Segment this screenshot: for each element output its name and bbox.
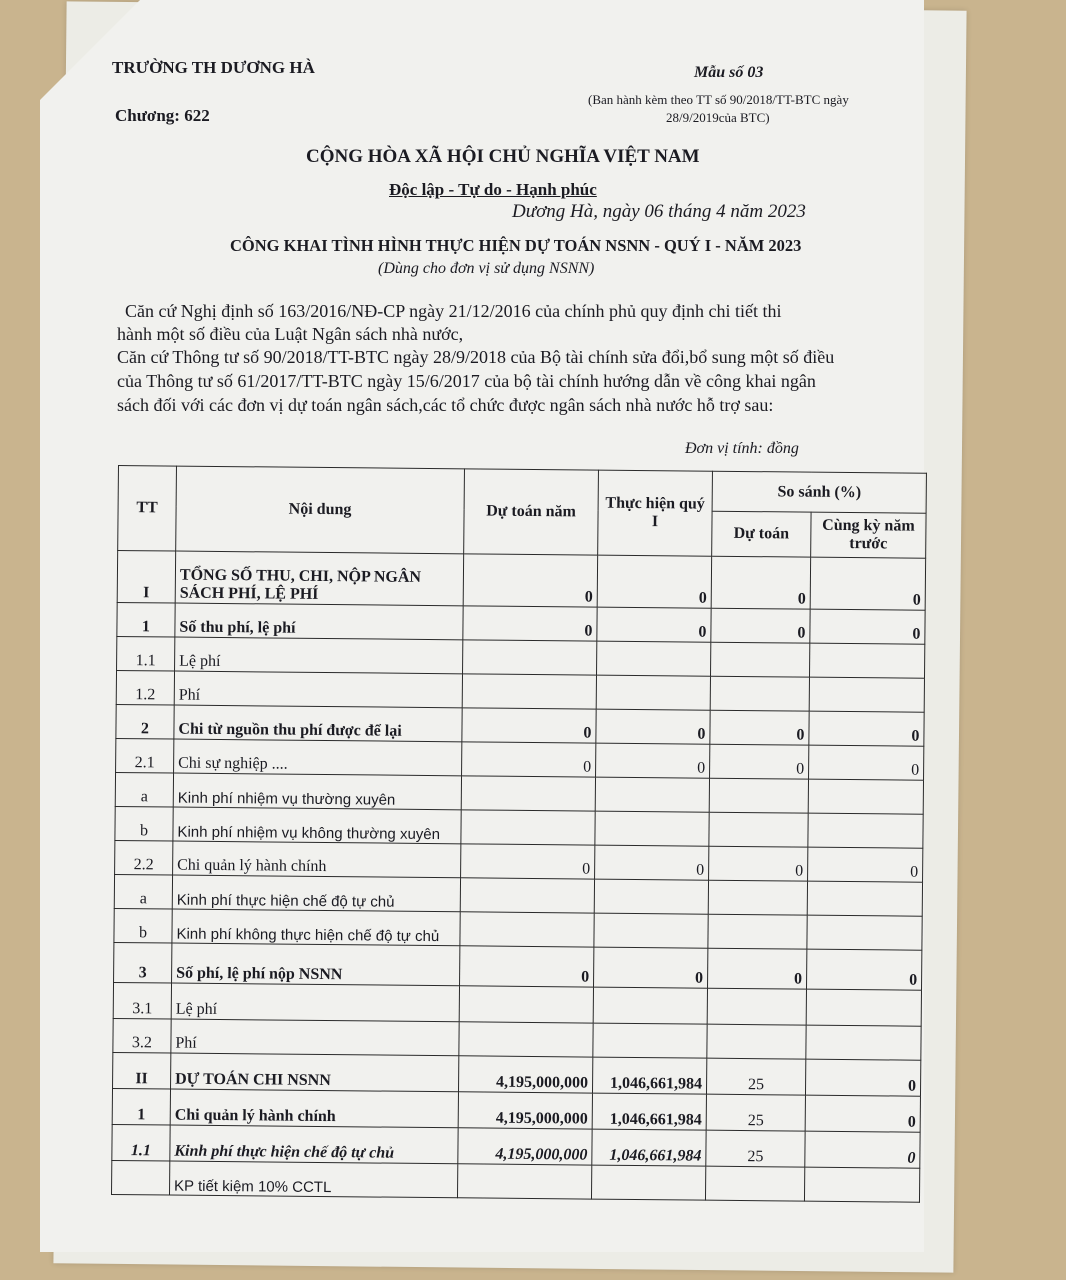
table-row: 1 Chi quản lý hành chính 4,195,000,000 1,046,661,984 25 0	[112, 1088, 920, 1132]
table-row: 1.1 Kinh phí thực hiện chế độ tự chủ 4,195,000,000 1,046,661,984 25 0	[112, 1124, 920, 1168]
col-header-estimate: Dự toán năm	[464, 469, 599, 555]
col-header-compare: So sánh (%)	[712, 471, 926, 513]
legal-basis-line3: Căn cứ Thông tư số 90/2018/TT-BTC ngày 28/9/2018 của Bộ tài chính sửa đổi,bổ sung một số điều	[117, 347, 835, 367]
legal-basis-line1: Căn cứ Nghị định số 163/2016/NĐ-CP ngày 21/12/2016 của chính phủ quy định chi tiết thi	[125, 301, 782, 321]
motto: Độc lập - Tự do - Hạnh phúc	[389, 180, 597, 199]
place-date: Dương Hà, ngày 06 tháng 4 năm 2023	[512, 201, 806, 222]
table-row: I TỔNG SỐ THU, CHI, NỘP NGÂN SÁCH PHÍ, LỆ PHÍ 0 0 0 0	[117, 551, 925, 611]
col-header-compare-estimate: Dự toán	[712, 511, 811, 557]
legal-basis-line4: của Thông tư số 61/2017/TT-BTC ngày 15/6/2017 của bộ tài chính hướng dẫn về công khai ngân	[117, 371, 816, 391]
report-heading: CÔNG KHAI TÌNH HÌNH THỰC HIỆN DỰ TOÁN NSNN - QUÝ I - NĂM 2023	[230, 236, 802, 255]
col-header-tt: TT	[118, 466, 177, 552]
budget-table	[111, 465, 927, 1203]
table-row: 2 Chi từ nguồn thu phí được để lại 0 0 0 0	[116, 704, 924, 746]
form-number: Mẫu số 03	[694, 64, 764, 81]
table-row: 2.1 Chi sự nghiệp .... 0 0 0 0	[116, 738, 924, 780]
col-header-compare-prev: Cùng kỳ năm trước	[811, 512, 926, 558]
school-name: TRƯỜNG TH DƯƠNG HÀ	[112, 58, 315, 77]
table-row: 3.2 Phí	[113, 1018, 921, 1060]
table-row: 1.1 Lệ phí	[117, 636, 925, 678]
report-subheading: (Dùng cho đơn vị sử dụng NSNN)	[378, 260, 595, 277]
table-row: 3.1 Lệ phí	[113, 982, 921, 1026]
col-header-actual: Thực hiện quý I	[598, 470, 713, 556]
col-header-content: Nội dung	[176, 466, 465, 554]
table-row: b Kinh phí nhiệm vụ không thường xuyên	[115, 806, 923, 848]
table-row: KP tiết kiệm 10% CCTL	[111, 1160, 919, 1202]
form-note-line2: 28/9/2019của BTC)	[666, 110, 770, 125]
legal-basis-line5: sách đối với các đơn vị dự toán ngân sách,các tổ chức được ngân sách nhà nước hỗ trợ sau:	[117, 395, 774, 415]
table-row: a Kinh phí nhiệm vụ thường xuyên	[115, 772, 923, 814]
table-row: 1.2 Phí	[116, 670, 924, 712]
table-row: 3 Số phí, lệ phí nộp NSNN 0 0 0 0	[114, 942, 922, 990]
table-row: II DỰ TOÁN CHI NSNN 4,195,000,000 1,046,661,984 25 0	[113, 1052, 921, 1096]
nation-title: CỘNG HÒA XÃ HỘI CHỦ NGHĨA VIỆT NAM	[306, 146, 700, 167]
table-row: 1 Số thu phí, lệ phí 0 0 0 0	[117, 602, 925, 644]
legal-basis-line2: hành một số điều của Luật Ngân sách nhà nước,	[117, 324, 464, 344]
table-row: a Kinh phí thực hiện chế độ tự chủ	[114, 874, 922, 916]
unit-label: Đơn vị tính: đồng	[685, 440, 799, 457]
table-row: b Kinh phí không thực hiện chế độ tự chủ	[114, 908, 922, 950]
form-note-line1: (Ban hành kèm theo TT số 90/2018/TT-BTC ngày	[588, 92, 849, 107]
chapter-code: Chương: 622	[115, 106, 210, 125]
table-row: 2.2 Chi quản lý hành chính 0 0 0 0	[115, 840, 923, 882]
